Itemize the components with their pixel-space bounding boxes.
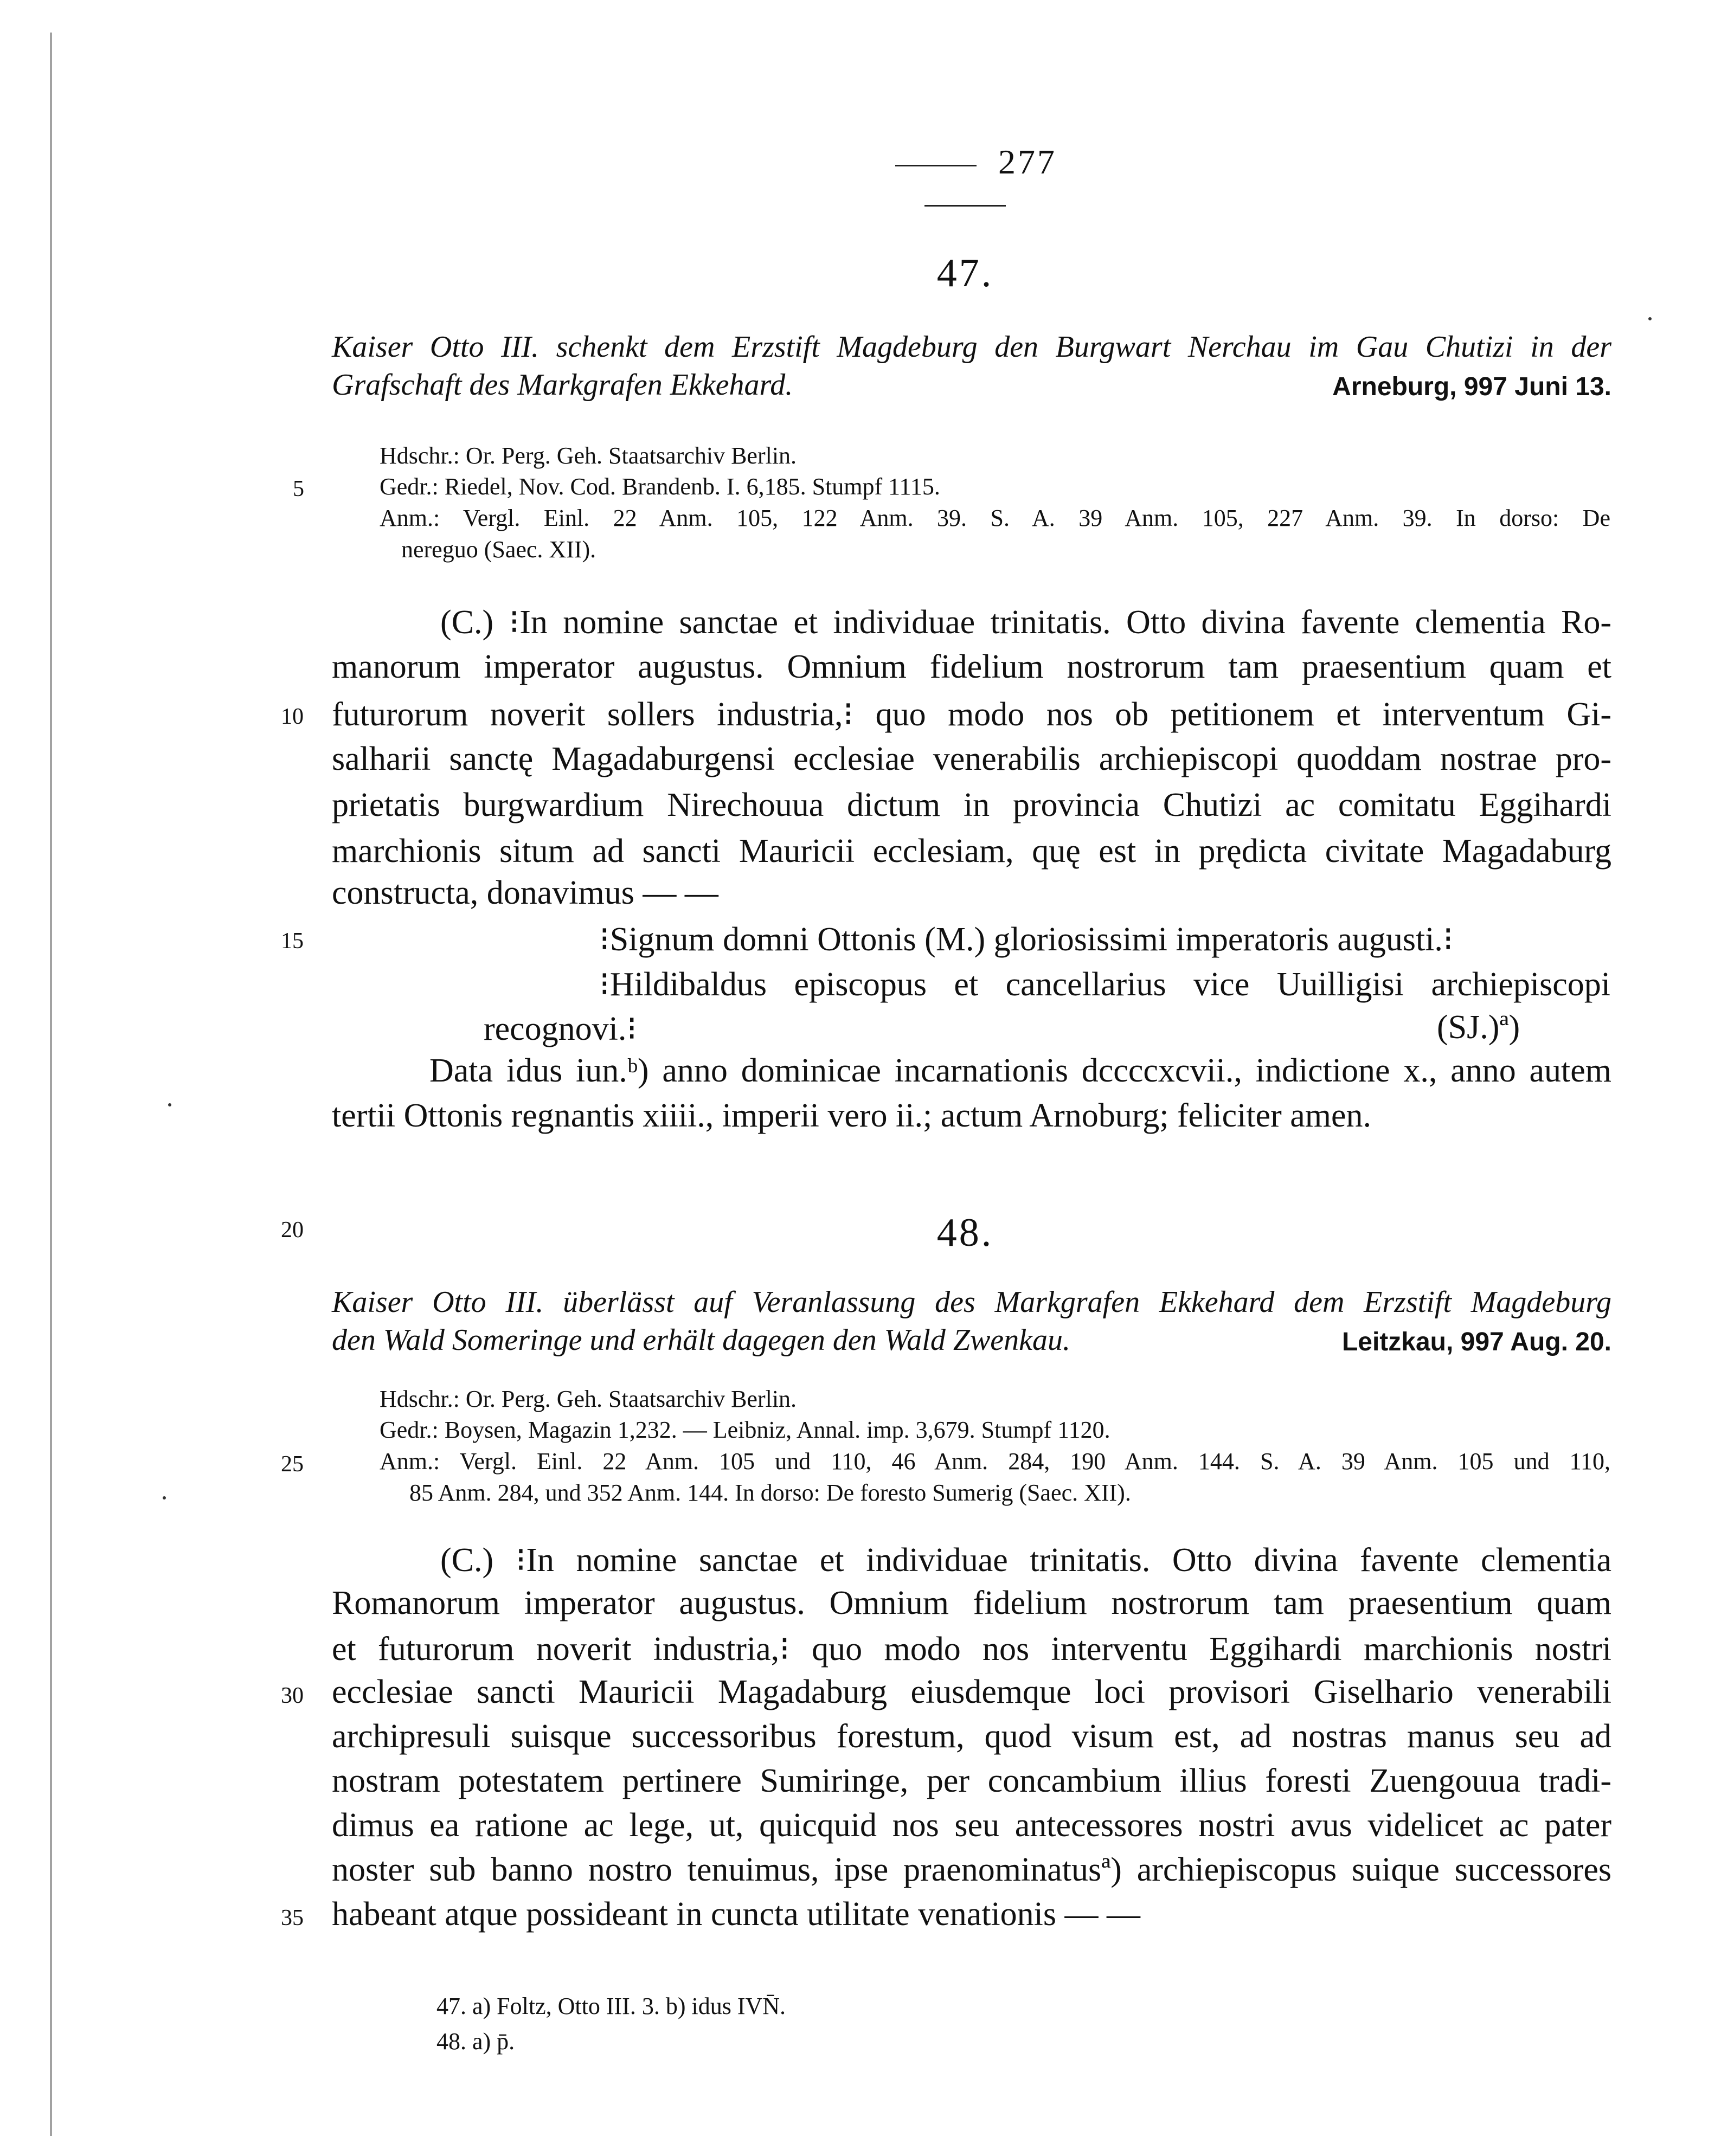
line-number: 30: [281, 1683, 304, 1708]
apparatus-47-anm: Anm.: Vergl. Einl. 22 Anm. 105, 122 Anm. 39. S. A. 39 Anm. 105, 227 Anm. 39. In dorso: De: [380, 505, 1610, 531]
regest-47-line-1: Kaiser Otto III. schenkt dem Erzstift Magdeburg den Burgwart Nerchau im Gau Chutizi in der: [332, 330, 1611, 364]
apparatus-47-hdschr: Hdschr.: Or. Perg. Geh. Staatsarchiv Berlin.: [380, 442, 797, 469]
header-dash-right: [924, 205, 1006, 207]
apparatus-48-gedr: Gedr.: Boysen, Magazin 1,232. — Leibniz, Annal. imp. 3,679. Stumpf 1120.: [380, 1417, 1110, 1443]
text-47-line-4: salharii sanctę Magadaburgensi ecclesiae venerabilis archiepiscopi quoddam nostrae pro-: [332, 741, 1611, 777]
text-47-line-6: marchionis situm ad sancti Mauricii ecclesiam, quę est in prędicta civitate Magadaburg: [332, 833, 1611, 870]
line-number: 15: [281, 929, 304, 954]
line-number: 35: [281, 1906, 304, 1930]
text-48-line-7: dimus ea ratione ac lege, ut, quicquid nos seu antecessores nostri avus videlicet ac pater: [332, 1807, 1611, 1844]
footnote-47: 47. a) Foltz, Otto III. 3. b) idus IVN̄.: [436, 1993, 786, 2019]
scan-margin-rule: [50, 33, 52, 2136]
regest-48-line-2-text: den Wald Someringe und erhält dagegen den Wald Zwenkau.: [332, 1323, 1071, 1357]
scan-speck: [1648, 317, 1652, 320]
recognition-line-1: ⁝Hildibaldus episcopus et cancellarius vice Uuilligisi archiepiscopi: [599, 966, 1610, 1003]
text-47-line-7: constructa, donavimus — —: [332, 874, 718, 911]
text-48-line-8: noster sub banno nostro tenuimus, ipse praenominatusª) archiepiscopus suique successores: [332, 1851, 1611, 1888]
apparatus-47-anm-cont: nereguo (Saec. XII).: [401, 536, 596, 563]
regest-47-line-2: [332, 368, 1611, 402]
line-number: 5: [293, 477, 304, 501]
recognition-line-2: recognovi.⁝: [484, 1011, 638, 1047]
text-47-line-5: prietatis burgwardium Nirechouua dictum in provincia Chutizi ac comitatu Eggihardi: [332, 787, 1611, 823]
text-48-line-6: nostram potestatem pertinere Sumiringe, per concambium illius foresti Zuengouua tradi-: [332, 1762, 1611, 1799]
footnote-48: 48. a) p̄.: [436, 2028, 515, 2055]
document-number-48: 48.: [936, 1211, 994, 1255]
page-number-header: [813, 142, 1117, 222]
data-line-2: tertii Ottonis regnantis xiiii., imperii vero ii.; actum Arnoburg; feliciter amen.: [332, 1097, 1371, 1134]
place-date-47: Arneburg, 997 Juni 13.: [1332, 372, 1611, 401]
regest-47-line-2-text: Grafschaft des Markgrafen Ekkehard.: [332, 368, 793, 402]
text-47-line-3: futurorum noverit sollers industria,⁝ quo modo nos ob petitionem et interventum Gi-: [332, 696, 1611, 733]
page-number: 277: [998, 143, 1057, 181]
text-47-line-2: manorum imperator augustus. Omnium fidelium nostrorum tam praesentium quam et: [332, 648, 1611, 685]
regest-48-line-2: [332, 1323, 1611, 1357]
text-48-line-2: Romanorum imperator augustus. Omnium fidelium nostrorum tam praesentium quam: [332, 1585, 1611, 1621]
scan-speck: [168, 1103, 171, 1106]
text-48-line-4: ecclesiae sancti Mauricii Magadaburg eiusdemque loci provisori Giselhario venerabili: [332, 1674, 1611, 1710]
header-dash-left: [895, 165, 977, 166]
signum-line: ⁝Signum domni Ottonis (M.) gloriosissimi imperatoris augusti.⁝: [599, 921, 1454, 958]
apparatus-48-anm: Anm.: Vergl. Einl. 22 Anm. 105 und 110, 46 Anm. 284, 190 Anm. 144. S. A. 39 Anm. 105 und 110,: [380, 1448, 1610, 1475]
apparatus-47-gedr: Gedr.: Riedel, Nov. Cod. Brandenb. I. 6,185. Stumpf 1115.: [380, 473, 940, 500]
text-48-line-1: (C.) ⁝In nomine sanctae et individuae trinitatis. Otto divina favente clementia: [440, 1542, 1611, 1579]
document-number-47: 47.: [936, 251, 994, 295]
scan-speck: [163, 1496, 166, 1499]
apparatus-48-anm-cont: 85 Anm. 284, und 352 Anm. 144. In dorso: De foresto Sumerig (Saec. XII).: [409, 1479, 1131, 1506]
text-48-line-9: habeant atque possideant in cuncta utilitate venationis — —: [332, 1896, 1141, 1933]
apparatus-48-hdschr: Hdschr.: Or. Perg. Geh. Staatsarchiv Berlin.: [380, 1386, 797, 1412]
text-47-line-1: (C.) ⁝In nomine sanctae et individuae trinitatis. Otto divina favente clementia Ro-: [440, 604, 1611, 641]
line-number: 25: [281, 1452, 304, 1477]
data-line-1: Data idus iun.ᵇ) anno dominicae incarnationis dccccxcvii., indictione x., anno autem: [429, 1052, 1611, 1089]
place-date-48: Leitzkau, 997 Aug. 20.: [1341, 1328, 1611, 1356]
line-number: 10: [281, 704, 304, 729]
text-48-line-3: et futurorum noverit industria,⁝ quo modo nos interventu Eggihardi marchionis nostri: [332, 1631, 1611, 1668]
seal-sj: (SJ.)ª): [1437, 1009, 1520, 1046]
line-number: 20: [281, 1218, 304, 1243]
text-48-line-5: archipresuli suisque successoribus forestum, quod visum est, ad nostras manus seu ad: [332, 1718, 1611, 1755]
regest-48-line-1: Kaiser Otto III. überlässt auf Veranlassung des Markgrafen Ekkehard dem Erzstift Magdeburg: [332, 1285, 1611, 1319]
